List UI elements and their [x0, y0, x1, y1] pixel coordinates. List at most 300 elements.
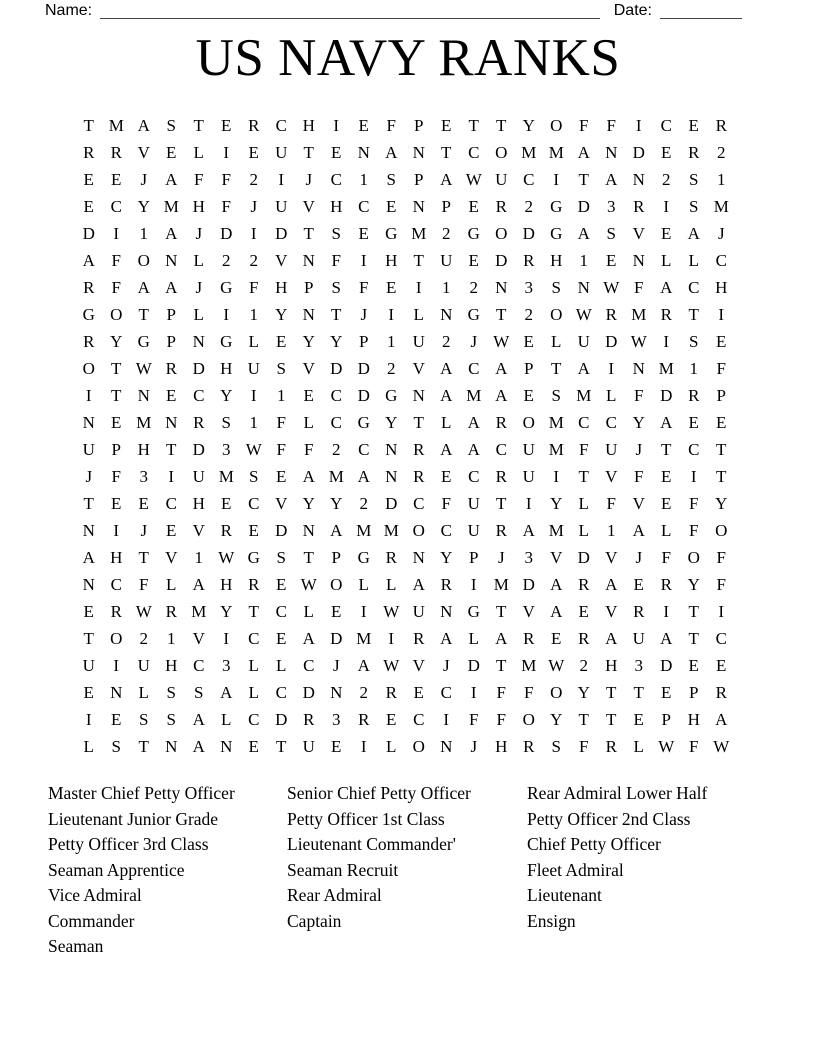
word-list-item: Captain	[287, 910, 342, 931]
grid-cell: C	[358, 439, 370, 459]
word-list-item: Ensign	[527, 910, 576, 931]
grid-cell: F	[276, 439, 286, 459]
grid-cell: I	[113, 520, 120, 540]
grid-cell: R	[248, 115, 260, 135]
grid-cell: N	[165, 412, 178, 432]
grid-cell: E	[661, 493, 672, 513]
grid-cell: A	[632, 520, 645, 540]
grid-cell: N	[110, 682, 123, 702]
grid-cell: H	[192, 196, 205, 216]
grid-cell: 3	[222, 439, 231, 459]
grid-cell: G	[82, 304, 95, 324]
grid-cell: 2	[332, 439, 341, 459]
grid-cell: G	[357, 547, 370, 567]
grid-cell: P	[414, 115, 424, 135]
grid-cell: R	[385, 547, 397, 567]
grid-cell: E	[83, 682, 94, 702]
grid-cell: 2	[249, 250, 258, 270]
grid-cell: R	[633, 601, 645, 621]
grid-cell: T	[413, 412, 424, 432]
grid-cell: U	[412, 601, 425, 621]
grid-cell: F	[496, 709, 506, 729]
grid-cell: C	[688, 277, 700, 297]
grid-cell: C	[330, 169, 342, 189]
grid-cell: C	[468, 142, 480, 162]
grid-cell: 1	[359, 169, 368, 189]
grid-cell: R	[413, 439, 425, 459]
grid-cell: T	[303, 547, 314, 567]
grid-cell: P	[689, 682, 699, 702]
grid-cell: I	[388, 628, 395, 648]
grid-cell: A	[660, 277, 673, 297]
grid-cell: R	[633, 196, 645, 216]
grid-cell: V	[605, 601, 618, 621]
grid-cell: Y	[715, 493, 728, 513]
grid-cell: E	[331, 601, 342, 621]
grid-cell: F	[441, 493, 451, 513]
grid-cell: N	[632, 358, 645, 378]
grid-cell: L	[303, 412, 314, 432]
grid-cell: T	[111, 358, 122, 378]
grid-cell: 1	[689, 358, 698, 378]
grid-cell: S	[551, 277, 561, 297]
grid-cell: U	[495, 169, 508, 189]
grid-cell: W	[218, 547, 235, 567]
grid-cell: L	[578, 493, 589, 513]
grid-cell: H	[137, 439, 150, 459]
grid-cell: L	[386, 574, 397, 594]
grid-cell: 1	[387, 331, 396, 351]
grid-cell: E	[551, 628, 562, 648]
grid-cell: W	[383, 601, 400, 621]
grid-cell: V	[522, 601, 535, 621]
grid-cell: J	[470, 736, 478, 756]
grid-cell: G	[550, 196, 563, 216]
grid-cell: V	[302, 196, 315, 216]
word-list-item: Vice Admiral	[48, 885, 142, 905]
grid-cell: Y	[220, 601, 233, 621]
grid-cell: N	[385, 439, 398, 459]
grid-cell: T	[578, 709, 589, 729]
grid-cell: F	[331, 250, 341, 270]
grid-cell: C	[660, 115, 672, 135]
grid-cell: A	[577, 142, 590, 162]
grid-cell: I	[360, 601, 367, 621]
grid-cell: Y	[550, 493, 563, 513]
grid-cell: M	[218, 466, 234, 486]
grid-cell: N	[330, 682, 343, 702]
grid-cell: L	[578, 520, 589, 540]
grid-cell: M	[383, 520, 399, 540]
grid-cell: T	[138, 304, 149, 324]
grid-cell: R	[715, 682, 727, 702]
grid-cell: A	[605, 628, 618, 648]
grid-cell: T	[496, 493, 507, 513]
grid-cell: C	[468, 466, 480, 486]
grid-cell: 1	[249, 412, 258, 432]
grid-cell: T	[496, 304, 507, 324]
grid-cell: U	[577, 331, 590, 351]
grid-cell: Y	[385, 412, 398, 432]
grid-cell: L	[166, 574, 177, 594]
word-list-item: Lieutenant Junior Grade	[48, 808, 219, 829]
grid-cell: R	[165, 601, 177, 621]
grid-cell: D	[302, 682, 315, 702]
grid-cell: C	[330, 412, 342, 432]
grid-cell: W	[245, 439, 262, 459]
grid-cell: M	[411, 223, 427, 243]
grid-cell: C	[605, 412, 617, 432]
grid-cell: T	[83, 628, 94, 648]
grid-cell: S	[606, 223, 616, 243]
grid-cell: L	[551, 331, 562, 351]
grid-cell: J	[140, 169, 148, 189]
grid-cell: T	[468, 115, 479, 135]
grid-cell: Y	[330, 493, 343, 513]
grid-cell: V	[605, 547, 618, 567]
grid-cell: Y	[275, 304, 288, 324]
grid-cell: R	[660, 574, 672, 594]
word-list-item: Seaman	[48, 936, 104, 956]
grid-cell: T	[441, 142, 452, 162]
grid-cell: C	[413, 493, 425, 513]
word-list-item: Lieutenant	[527, 885, 602, 905]
grid-cell: S	[386, 169, 396, 189]
grid-cell: F	[359, 277, 369, 297]
word-list-column	[287, 781, 471, 934]
grid-cell: U	[192, 466, 205, 486]
grid-cell: S	[331, 277, 341, 297]
grid-cell: I	[690, 466, 697, 486]
grid-cell: A	[715, 709, 728, 729]
grid-cell: A	[385, 142, 398, 162]
grid-cell: I	[113, 655, 120, 675]
grid-cell: Y	[522, 115, 535, 135]
grid-cell: C	[715, 628, 727, 648]
grid-cell: E	[331, 736, 342, 756]
grid-cell: J	[332, 655, 340, 675]
grid-cell: I	[388, 304, 395, 324]
grid-cell: A	[165, 169, 178, 189]
grid-cell: M	[163, 196, 179, 216]
grid-cell: L	[83, 736, 94, 756]
word-list	[0, 781, 816, 981]
grid-cell: C	[578, 412, 590, 432]
grid-cell: F	[634, 277, 644, 297]
grid-cell: T	[331, 304, 342, 324]
grid-cell: T	[111, 385, 122, 405]
grid-cell: F	[469, 709, 479, 729]
grid-cell: N	[632, 250, 645, 270]
grid-cell: O	[687, 547, 700, 567]
grid-cell: I	[718, 304, 725, 324]
grid-cell: T	[661, 439, 672, 459]
grid-cell: C	[440, 682, 452, 702]
grid-cell: U	[275, 142, 288, 162]
grid-cell: V	[632, 223, 645, 243]
grid-cell: P	[441, 196, 451, 216]
grid-cell: V	[137, 142, 150, 162]
grid-cell: M	[191, 601, 207, 621]
grid-cell: T	[166, 439, 177, 459]
grid-cell: T	[496, 601, 507, 621]
grid-cell: V	[275, 493, 288, 513]
grid-cell: R	[495, 520, 507, 540]
word-list-item: Senior Chief Petty Officer	[287, 783, 471, 803]
grid-cell: D	[522, 223, 535, 243]
name-label: Name:	[45, 2, 93, 19]
grid-cell: A	[522, 520, 535, 540]
grid-cell: A	[605, 574, 618, 594]
grid-cell: T	[83, 493, 94, 513]
grid-cell: R	[83, 331, 95, 351]
grid-cell: W	[135, 601, 152, 621]
grid-cell: D	[605, 331, 618, 351]
grid-cell: J	[717, 223, 725, 243]
grid-cell: 1	[194, 547, 203, 567]
grid-cell: S	[221, 412, 231, 432]
grid-cell: L	[468, 628, 479, 648]
word-list-column	[48, 781, 235, 960]
grid-cell: M	[548, 142, 564, 162]
grid-cell: U	[275, 196, 288, 216]
grid-cell: F	[194, 169, 204, 189]
grid-cell: S	[276, 547, 286, 567]
grid-cell: R	[83, 277, 95, 297]
grid-cell: R	[495, 412, 507, 432]
grid-cell: C	[468, 358, 480, 378]
grid-cell: E	[248, 736, 259, 756]
grid-cell: J	[195, 277, 203, 297]
grid-cell: F	[716, 574, 726, 594]
word-list-item: Fleet Admiral	[527, 859, 624, 880]
grid-cell: A	[495, 628, 508, 648]
grid-cell: F	[304, 439, 314, 459]
grid-cell: V	[192, 628, 205, 648]
grid-cell: I	[278, 169, 285, 189]
grid-cell: C	[110, 574, 122, 594]
grid-cell: M	[631, 304, 647, 324]
grid-cell: J	[250, 196, 258, 216]
grid-cell: A	[165, 223, 178, 243]
grid-cell: O	[495, 223, 508, 243]
grid-cell: N	[165, 250, 178, 270]
grid-cell: E	[276, 574, 287, 594]
grid-cell: A	[357, 655, 370, 675]
grid-cell: U	[247, 358, 260, 378]
grid-cell: H	[275, 277, 288, 297]
grid-cell: F	[689, 520, 699, 540]
grid-cell: Y	[577, 682, 590, 702]
grid-cell: F	[496, 682, 506, 702]
grid-cell: O	[550, 682, 563, 702]
grid-cell: U	[137, 655, 150, 675]
grid-cell: 2	[139, 628, 148, 648]
grid-cell: P	[331, 547, 341, 567]
grid-cell: L	[221, 709, 232, 729]
word-list-column	[527, 781, 707, 934]
grid-cell: A	[192, 574, 205, 594]
grid-cell: D	[192, 439, 205, 459]
grid-cell: U	[467, 493, 480, 513]
grid-cell: F	[111, 277, 121, 297]
grid-cell: I	[223, 304, 230, 324]
grid-cell: 2	[359, 682, 368, 702]
grid-cell: V	[275, 250, 288, 270]
grid-cell: W	[603, 277, 620, 297]
grid-cell: Y	[302, 493, 315, 513]
grid-cell: R	[440, 574, 452, 594]
grid-cell: C	[303, 655, 315, 675]
grid-cell: G	[220, 277, 233, 297]
grid-cell: R	[688, 142, 700, 162]
grid-cell: A	[82, 250, 95, 270]
grid-cell: E	[688, 412, 699, 432]
grid-cell: N	[440, 736, 453, 756]
grid-cell: C	[413, 709, 425, 729]
grid-cell: G	[385, 385, 398, 405]
grid-cell: G	[467, 304, 480, 324]
grid-cell: I	[360, 736, 367, 756]
grid-cell: A	[302, 628, 315, 648]
grid-cell: J	[635, 547, 643, 567]
grid-cell: N	[577, 277, 590, 297]
grid-cell: 3	[139, 466, 148, 486]
grid-cell: R	[165, 358, 177, 378]
grid-cell: T	[688, 628, 699, 648]
grid-cell: J	[442, 655, 450, 675]
grid-cell: Y	[687, 574, 700, 594]
grid-cell: E	[386, 277, 397, 297]
grid-cell: F	[111, 250, 121, 270]
grid-cell: N	[302, 304, 315, 324]
grid-cell: E	[688, 655, 699, 675]
grid-cell: 2	[579, 655, 588, 675]
grid-cell: O	[715, 520, 728, 540]
grid-cell: A	[660, 628, 673, 648]
grid-cell: N	[165, 736, 178, 756]
grid-cell: A	[192, 736, 205, 756]
grid-cell: Y	[330, 331, 343, 351]
grid-cell: Y	[632, 412, 645, 432]
grid-cell: W	[713, 736, 730, 756]
grid-cell: A	[687, 223, 700, 243]
grid-cell: R	[660, 304, 672, 324]
grid-cell: 1	[277, 385, 286, 405]
grid-cell: L	[193, 250, 204, 270]
grid-cell: I	[223, 142, 230, 162]
grid-cell: M	[548, 412, 564, 432]
grid-cell: L	[413, 304, 424, 324]
grid-cell: A	[220, 682, 233, 702]
grid-cell: E	[331, 142, 342, 162]
grid-cell: E	[386, 196, 397, 216]
grid-cell: T	[83, 115, 94, 135]
grid-cell: I	[663, 331, 670, 351]
grid-cell: E	[221, 493, 232, 513]
grid-cell: N	[440, 601, 453, 621]
grid-cell: S	[689, 169, 699, 189]
word-list-item: Petty Officer 2nd Class	[527, 808, 691, 829]
grid-cell: V	[302, 358, 315, 378]
grid-cell: G	[550, 223, 563, 243]
grid-cell: A	[577, 358, 590, 378]
grid-cell: L	[303, 601, 314, 621]
word-list-item: Seaman Recruit	[287, 859, 399, 880]
grid-cell: M	[356, 628, 372, 648]
grid-cell: C	[193, 655, 205, 675]
grid-cell: O	[550, 115, 563, 135]
grid-cell: T	[606, 682, 617, 702]
grid-cell: J	[497, 547, 505, 567]
grid-cell: O	[137, 250, 150, 270]
grid-cell: O	[495, 142, 508, 162]
grid-cell: R	[523, 628, 535, 648]
grid-cell: M	[493, 574, 509, 594]
grid-cell: E	[166, 142, 177, 162]
word-list-item: Petty Officer 1st Class	[287, 808, 445, 829]
grid-cell: S	[276, 358, 286, 378]
grid-cell: R	[578, 574, 590, 594]
grid-cell: L	[386, 736, 397, 756]
grid-cell: I	[168, 466, 175, 486]
grid-cell: P	[414, 169, 424, 189]
grid-cell: D	[275, 223, 288, 243]
grid-cell: A	[550, 574, 563, 594]
grid-cell: S	[139, 709, 149, 729]
grid-cell: A	[467, 412, 480, 432]
grid-cell: E	[111, 493, 122, 513]
grid-cell: R	[495, 196, 507, 216]
grid-cell: M	[136, 412, 152, 432]
grid-cell: D	[330, 358, 343, 378]
grid-cell: W	[548, 655, 565, 675]
grid-cell: T	[496, 115, 507, 135]
page-title: US NAVY RANKS	[195, 29, 621, 87]
grid-cell: U	[440, 250, 453, 270]
grid-cell: O	[110, 628, 123, 648]
grid-cell: 1	[167, 628, 176, 648]
grid-cell: F	[689, 736, 699, 756]
grid-cell: R	[358, 709, 370, 729]
grid-cell: U	[632, 628, 645, 648]
grid-cell: R	[523, 250, 535, 270]
grid-cell: E	[413, 682, 424, 702]
grid-cell: E	[441, 466, 452, 486]
grid-cell: D	[330, 628, 343, 648]
grid-cell: R	[193, 412, 205, 432]
grid-cell: A	[440, 358, 453, 378]
grid-cell: M	[713, 196, 729, 216]
grid-cell: M	[548, 520, 564, 540]
grid-cell: 1	[249, 304, 258, 324]
word-search-grid	[75, 112, 735, 760]
grid-cell: E	[468, 250, 479, 270]
grid-cell: S	[551, 385, 561, 405]
grid-cell: L	[688, 250, 699, 270]
date-blank-line	[660, 4, 742, 19]
grid-cell: C	[165, 493, 177, 513]
grid-cell: 3	[332, 709, 341, 729]
grid-cell: N	[440, 304, 453, 324]
grid-cell: I	[663, 601, 670, 621]
grid-cell: S	[111, 736, 121, 756]
grid-cell: A	[357, 466, 370, 486]
grid-cell: W	[135, 358, 152, 378]
grid-cell: V	[632, 493, 645, 513]
grid-cell: E	[523, 385, 534, 405]
grid-cell: E	[138, 493, 149, 513]
